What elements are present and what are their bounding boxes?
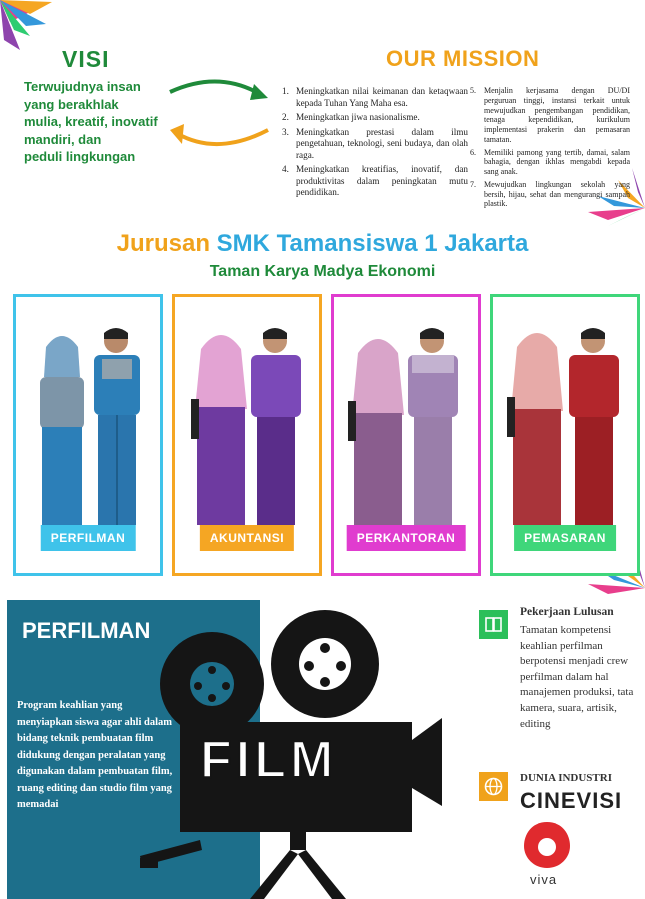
students-photo [334, 319, 478, 529]
arrow-left-icon [168, 122, 270, 152]
film-logo-word: FILM [200, 731, 338, 789]
mission-list-left [282, 86, 468, 202]
program-label: PERFILMAN [41, 525, 136, 551]
cinevisi-logo: CINEVISI [520, 788, 623, 813]
visi-line: yang berakhlak [24, 96, 119, 112]
jurusan-title-part1: Jurusan [116, 230, 210, 257]
mission-item: 1. Meningkatkan nilai keimanan dan ketaqwaan kepada Tuhan Yang Maha esa. [282, 86, 468, 108]
visi-line: mandiri, dan [24, 131, 102, 147]
program-card-akuntansi[interactable] [172, 294, 322, 576]
globe-icon [479, 772, 508, 801]
mission-item: 3. Meningkatkan prestasi dalam ilmu pengetahuan, teknologi, seni budaya, dan olah raga. [282, 126, 468, 160]
visi-line: Terwujudnya insan [24, 79, 141, 94]
program-label: PEMASARAN [514, 525, 616, 551]
pekerjaan-lulusan-text: Tamatan kompetensi keahlian perfilman berpotensi menjadi crew perfilman dalam hal manajemen produksi, tata kamera, suara, artisik, editing [520, 624, 634, 730]
perfilman-heading: PERFILMAN [22, 618, 151, 643]
jurusan-subtitle: Taman Karya Madya Ekonomi [209, 263, 436, 280]
jurusan-title [0, 230, 645, 258]
visi-statement [24, 78, 184, 166]
decorative-burst-top-left [0, 0, 60, 60]
mission-item: 7. Mewujudkan lingkungan sekolah yang bersih, hijau, sehat dan mengurangi sampah plastik. [470, 179, 630, 209]
mission-title: OUR MISSION [386, 46, 540, 71]
jurusan-title-part2: SMK Tamansiswa 1 Jakarta [216, 230, 529, 257]
visi-line: mulia, kreatif, inovatif [24, 114, 158, 130]
mission-item: 5. Menjalin kerjasama dengan DU/DI perguruan tinggi, instansi terkait untuk mewujudkan pengembangan pendidikan, tenaga kependidikan, kurikulum implementasi prakerin dan pemasaran tamatan. [470, 86, 630, 144]
students-photo [175, 319, 319, 529]
students-photo [493, 319, 637, 529]
mission-item: 4. Meningkatkan kreatifias, inovatif, dan produktivitas dalam peningkatan mutu pendidikan. [282, 164, 468, 197]
visi-line: peduli lingkungan [24, 149, 136, 165]
visi-title: VISI [62, 46, 110, 72]
mission-list-right [470, 86, 630, 212]
program-label: PERKANTORAN [347, 525, 466, 551]
pekerjaan-lulusan-title: Pekerjaan Lulusan [520, 606, 614, 618]
students-photo [16, 319, 160, 529]
program-card-pemasaran[interactable] [490, 294, 640, 576]
viva-logo-mark [522, 820, 572, 870]
mission-item: 2. Meningkatkan jiwa nasionalisme. [282, 112, 420, 122]
viva-logo-text: viva [530, 872, 558, 887]
program-card-perfilman[interactable] [13, 294, 163, 576]
mission-item: 6. Memiliki pamong yang tertib, damai, salam bahagia, dengan ikhlas mengabdi kepada sang anak. [470, 147, 630, 176]
book-icon [479, 610, 508, 639]
perfilman-description: Program keahlian yang menyiapkan siswa agar ahli dalam bidang teknik pembuatan film didukung dengan peralatan yang digunakan dalam pembuatan film, ruang editing dan studio film yang memadai [17, 700, 173, 811]
dunia-industri-title: DUNIA INDUSTRI [520, 772, 612, 784]
arrow-right-icon [168, 76, 270, 106]
program-card-perkantoran[interactable] [331, 294, 481, 576]
program-label: AKUNTANSI [200, 525, 294, 551]
